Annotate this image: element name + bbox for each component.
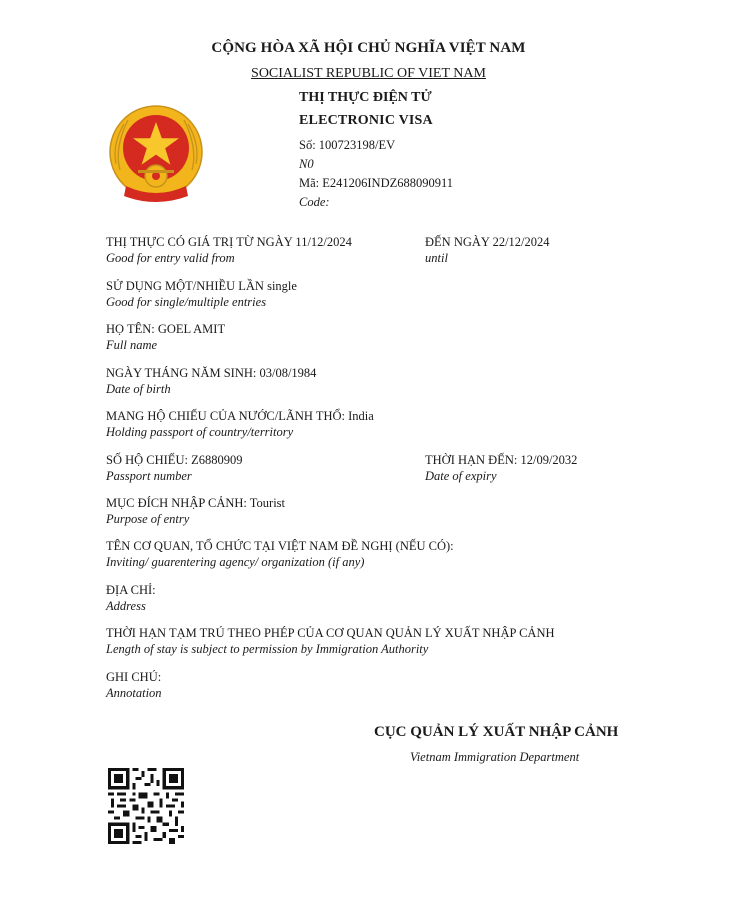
- passport-number-label-en: Passport number: [106, 469, 192, 483]
- visa-code: Mã: E241206INDZ688090911: [299, 176, 454, 190]
- qr-code-icon: [108, 768, 184, 844]
- country-title-en: SOCIALIST REPUBLIC OF VIET NAM: [251, 66, 486, 81]
- valid-until-label-en: until: [425, 251, 448, 265]
- nationality-field: MANG HỘ CHIẾU CỦA NƯỚC/LÃNH THỔ: India: [106, 409, 374, 423]
- agency-field: TÊN CƠ QUAN, TỔ CHỨC TẠI VIỆT NAM ĐỀ NGHỊ (NẾU CÓ):: [106, 539, 454, 553]
- annotation-field: GHI CHÚ:: [106, 670, 162, 684]
- visa-number: Số: 100723198/EV: [299, 138, 396, 152]
- valid-from-label-en: Good for entry valid from: [106, 251, 235, 265]
- passport-number-field: SỐ HỘ CHIẾU: Z6880909: [106, 453, 243, 467]
- full-name-field: HỌ TÊN: GOEL AMIT: [106, 322, 226, 336]
- address-field: ĐỊA CHỈ:: [106, 583, 156, 597]
- annotation-label-en: Annotation: [106, 686, 162, 700]
- length-of-stay-label-en: Length of stay is subject to permission by Immigration Authority: [106, 642, 429, 656]
- full-name-label-en: Full name: [106, 338, 158, 352]
- entries-label-en: Good for single/multiple entries: [106, 295, 267, 309]
- visa-code-label-en: Code:: [299, 195, 330, 209]
- agency-label-en: Inviting/ guarentering agency/ organization (if any): [106, 555, 365, 569]
- country-title-en-wrap: [0, 66, 737, 82]
- vietnam-national-emblem: [104, 104, 208, 208]
- length-of-stay-field: THỜI HẠN TẠM TRÚ THEO PHÉP CỦA CƠ QUAN QUẢN LÝ XUẤT NHẬP CẢNH: [106, 626, 555, 640]
- dob-label-en: Date of birth: [106, 382, 171, 396]
- passport-expiry-label-en: Date of expiry: [425, 469, 497, 483]
- dob-field: NGÀY THÁNG NĂM SINH: 03/08/1984: [106, 366, 317, 380]
- address-label-en: Address: [106, 599, 146, 613]
- visa-title-vn: THỊ THỰC ĐIỆN TỬ: [299, 90, 432, 105]
- visa-title-en: ELECTRONIC VISA: [299, 113, 433, 128]
- valid-from-field: THỊ THỰC CÓ GIÁ TRỊ TỪ NGÀY 11/12/2024: [106, 235, 352, 249]
- nationality-label-en: Holding passport of country/territory: [106, 425, 294, 439]
- country-title-vn: CỘNG HÒA XÃ HỘI CHỦ NGHĨA VIỆT NAM: [211, 40, 526, 56]
- issuing-department-vn: CỤC QUẢN LÝ XUẤT NHẬP CẢNH: [374, 724, 619, 740]
- entries-field: SỬ DỤNG MỘT/NHIỀU LẦN single: [106, 279, 297, 293]
- valid-until-field: ĐẾN NGÀY 22/12/2024: [425, 235, 550, 249]
- purpose-label-en: Purpose of entry: [106, 512, 190, 526]
- purpose-field: MỤC ĐÍCH NHẬP CẢNH: Tourist: [106, 496, 286, 510]
- visa-number-label-en: N0: [299, 157, 314, 171]
- issuing-department-en: Vietnam Immigration Department: [410, 750, 580, 764]
- passport-expiry-field: THỜI HẠN ĐẾN: 12/09/2032: [425, 453, 578, 467]
